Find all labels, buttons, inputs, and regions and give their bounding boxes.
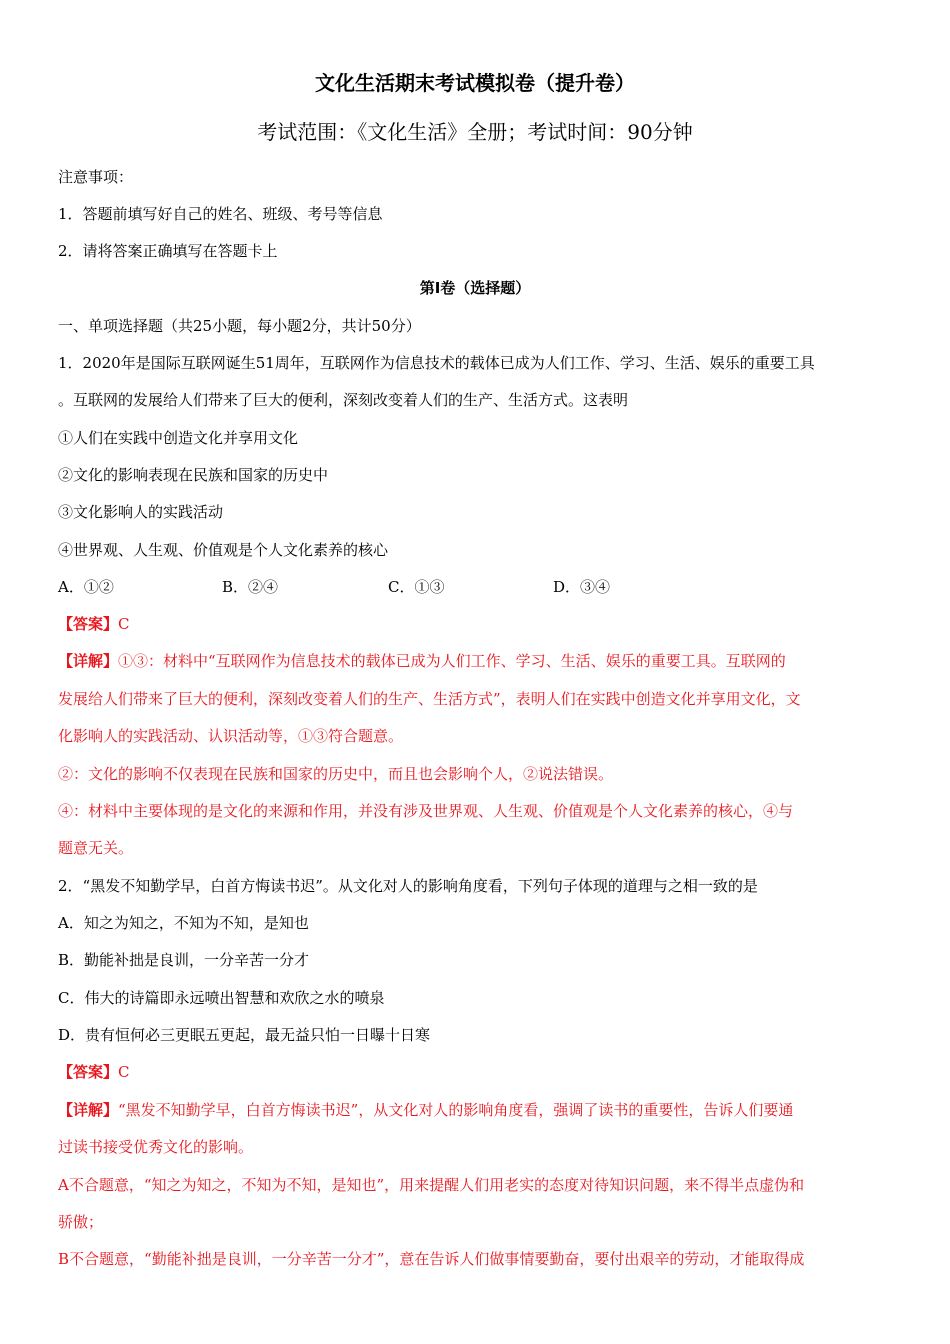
- q1-answer-value: C: [118, 615, 130, 633]
- q1-statement-2: ②文化的影响表现在民族和国家的历史中: [58, 466, 329, 484]
- q1-stem-line-1: 1．2020年是国际互联网诞生51周年，互联网作为信息技术的载体已成为人们工作、学习、生活、娱乐的重要工具: [58, 354, 815, 372]
- q2-option-c: C．伟大的诗篇即永远喷出智慧和欢欣之水的喷泉: [58, 989, 385, 1007]
- q1-option-d: D．③④: [553, 578, 611, 596]
- part-heading: 一、单项选择题（共25小题，每小题2分，共计50分）: [58, 317, 421, 335]
- q1-explain-line-1: [58, 651, 786, 671]
- page-title: 文化生活期末考试模拟卷（提升卷）: [315, 71, 635, 95]
- q2-explain-tag: 【详解】: [58, 1101, 119, 1119]
- q1-explain-line-2: 发展给人们带来了巨大的便利，深刻改变着人们的生产、生活方式”，表明人们在实践中创造文化并享用文化，文: [58, 690, 801, 708]
- q1-statement-4: ④世界观、人生观、价值观是个人文化素养的核心: [58, 541, 389, 559]
- q1-explain-line-4: ②：文化的影响不仅表现在民族和国家的历史中，而且也会影响个人，②说法错误。: [58, 765, 614, 783]
- note-item-2: 2．请将答案正确填写在答题卡上: [58, 242, 278, 260]
- q2-explain-line-1: [58, 1100, 793, 1120]
- q1-option-c: C．①③: [388, 578, 445, 596]
- q1-statement-1: ①人们在实践中创造文化并享用文化: [58, 429, 299, 447]
- q2-explain-line-2: 过读书接受优秀文化的影响。: [58, 1138, 254, 1156]
- q2-answer-tag: 【答案】: [58, 1063, 119, 1081]
- q2-answer: [58, 1062, 130, 1082]
- q1-answer: [58, 614, 130, 634]
- q1-explain-line-3: 化影响人的实践活动、认识活动等，①③符合题意。: [58, 727, 404, 745]
- q2-option-a: A．知之为知之，不知为不知，是知也: [58, 914, 309, 932]
- q2-explain-text-1: “黑发不知勤学早，白首方悔读书迟”，从文化对人的影响角度看，强调了读书的重要性，告诉人们要通: [118, 1101, 794, 1119]
- q1-answer-tag: 【答案】: [58, 615, 119, 633]
- q1-stem-line-2: 。互联网的发展给人们带来了巨大的便利，深刻改变着人们的生产、生活方式。这表明: [58, 391, 629, 409]
- note-item-1: 1．答题前填写好自己的姓名、班级、考号等信息: [58, 205, 383, 223]
- section-title: 第I卷（选择题）: [419, 279, 531, 297]
- q2-answer-value: C: [118, 1063, 130, 1081]
- q2-explain-line-5: B不合题意，“勤能补拙是良训，一分辛苦一分才”，意在告诉人们做事情要勤奋，要付出艰辛的劳动，才能取得成: [58, 1250, 805, 1268]
- q1-explain-line-5: ④：材料中主要体现的是文化的来源和作用，并没有涉及世界观、人生观、价值观是个人文化素养的核心，④与: [58, 802, 794, 820]
- q1-statement-3: ③文化影响人的实践活动: [58, 503, 224, 521]
- q1-option-a: A．①②: [58, 578, 114, 596]
- q2-explain-line-4: 骄傲；: [58, 1213, 104, 1231]
- q1-option-b: B．②④: [222, 578, 279, 596]
- q2-explain-line-3: A不合题意，“知之为知之，不知为不知，是知也”，用来提醒人们用老实的态度对待知识问题，来不得半点虚伪和: [58, 1176, 805, 1194]
- q2-stem: 2．“黑发不知勤学早，白首方悔读书迟”。从文化对人的影响角度看，下列句子体现的道理与之相一致的是: [58, 877, 758, 895]
- page-subtitle: 考试范围：《文化生活》全册；考试时间：90分钟: [257, 120, 693, 144]
- q1-explain-tag: 【详解】: [58, 652, 119, 670]
- q1-explain-line-6: 题意无关。: [58, 839, 134, 857]
- q2-option-d: D．贵有恒何必三更眠五更起，最无益只怕一日曝十日寒: [58, 1026, 431, 1044]
- q1-explain-text-1: ①③：材料中“互联网作为信息技术的载体已成为人们工作、学习、生活、娱乐的重要工具。互联网的: [118, 652, 786, 670]
- notes-heading: 注意事项：: [58, 168, 134, 186]
- q2-option-b: B．勤能补拙是良训，一分辛苦一分才: [58, 951, 310, 969]
